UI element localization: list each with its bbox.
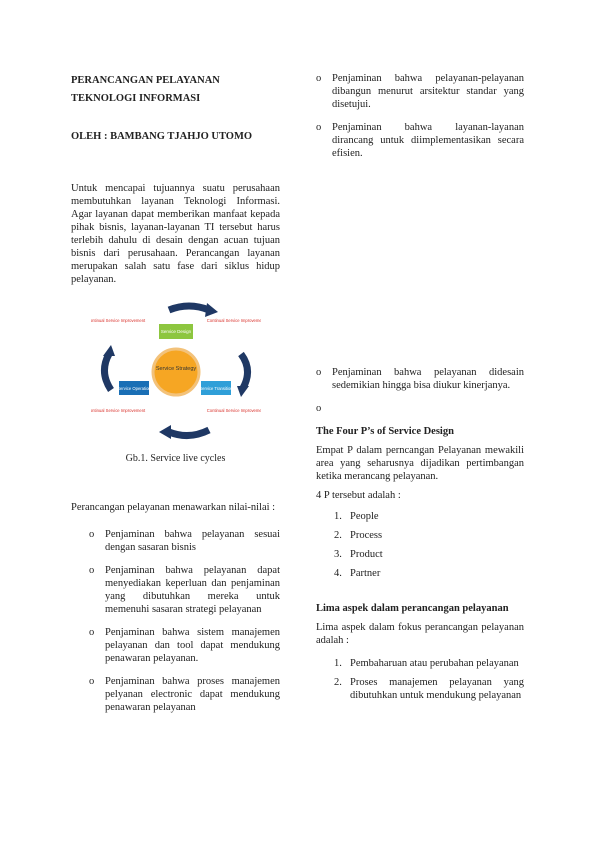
- cycle-arrow-bottom: [169, 430, 209, 436]
- bullet-marker: o: [316, 403, 322, 414]
- service-design-label: Service Design: [160, 329, 191, 334]
- bullet-marker: o: [89, 565, 95, 576]
- cycle-arrowhead-left: [103, 345, 115, 356]
- cycle-arrowhead-right: [237, 386, 249, 397]
- list-item-text: Penjaminan bahwa pelayanan didesain sedemikian hingga bisa diukur kinerjanya.: [332, 367, 524, 391]
- list-number: 2.: [334, 530, 342, 541]
- mid-bullets: [316, 366, 524, 415]
- list-item-text: Pembaharuan atau perubahan pelayanan: [350, 658, 519, 669]
- four-ps-intro: 4 P tersebut adalah :: [316, 490, 401, 501]
- values-list: [71, 528, 280, 714]
- bullet-marker: o: [89, 627, 95, 638]
- list-item: [316, 121, 524, 160]
- list-item-text: Penjaminan bahwa pelayanan-pelayanan dibangun menurut arsitektur standar yang disetujui.: [332, 73, 524, 110]
- right-column: [316, 72, 524, 708]
- service-strategy-label: Service Strategy: [155, 366, 196, 372]
- csi-label-bottom-left: Continual Service Improvement: [90, 408, 145, 413]
- list-item: [316, 548, 524, 561]
- four-ps-heading: The Four P’s of Service Design: [316, 426, 454, 437]
- list-item-text: Product: [350, 549, 383, 560]
- author-line: OLEH : BAMBANG TJAHJO UTOMO: [71, 131, 253, 142]
- csi-label-top-left: Continual Service Improvement: [90, 318, 145, 323]
- service-lifecycle-diagram: [91, 302, 261, 442]
- service-lifecycle-figure: [71, 302, 280, 446]
- bullet-marker: o: [316, 122, 322, 133]
- intro-paragraph: Untuk mencapai tujuannya suatu perusahaan membutuhkan layanan Teknologi Informasi. Agar layanan dapat memberikan manfaat kepada pihak bisnis, layanan-layanan TI tersebut harus terlebih dahulu di desain dengan acuan tujuan bisnis dari perusahaan. Perancangan layanan merupakan salah satu fase dari siklus hidup pelayanan.: [71, 183, 280, 285]
- list-item-text: Penjaminan bahwa pelayanan sesuai dengan sasaran bisnis: [105, 529, 280, 553]
- list-item: [316, 402, 524, 415]
- list-item: [316, 72, 524, 111]
- cycle-arrowhead-bottom: [159, 425, 171, 439]
- list-item: [71, 675, 280, 714]
- service-strategy-circle: [153, 349, 199, 395]
- list-item-text: Penjaminan bahwa layanan-layanan dirancang untuk diimplementasikan secara efisien.: [332, 122, 524, 159]
- list-item: [316, 567, 524, 580]
- doc-title-line1: PERANCANGAN PELAYANAN: [71, 75, 220, 86]
- five-aspects-heading: Lima aspek dalam perancangan pelayanan: [316, 603, 509, 614]
- cycle-arrow-left: [104, 354, 111, 390]
- bullet-marker: o: [316, 73, 322, 84]
- service-operation-label: Service Operation: [116, 386, 151, 391]
- list-item: [316, 529, 524, 542]
- list-item: [316, 676, 524, 702]
- four-ps-paragraph: Empat P dalam perncangan Pelayanan mewakili area yang seharusnya dijadikan pertimbangan ketika merancang pelayanan.: [316, 445, 524, 482]
- doc-title-line2: TEKNOLOGI INFORMASI: [71, 93, 201, 104]
- cycle-arrow-top: [169, 306, 209, 310]
- list-item-text: Partner: [350, 568, 381, 579]
- csi-label-bottom-right: Continual Service Improvement: [206, 408, 261, 413]
- bullet-marker: o: [89, 676, 95, 687]
- csi-label-top-right: Continual Service Improvement: [206, 318, 261, 323]
- list-item-text: People: [350, 511, 379, 522]
- list-item: [71, 528, 280, 554]
- list-item: [316, 366, 524, 392]
- left-column: [71, 72, 280, 724]
- service-transition-label: Service Transition: [198, 386, 233, 391]
- cycle-arrowhead-top: [205, 303, 218, 317]
- list-number: 3.: [334, 549, 342, 560]
- cycle-arrow-right: [241, 354, 248, 388]
- list-item: [316, 510, 524, 523]
- figure-caption: Gb.1. Service live cycles: [125, 453, 226, 464]
- list-number: 1.: [334, 511, 342, 522]
- list-item: [71, 564, 280, 616]
- values-intro: Perancangan pelayanan menawarkan nilai-nilai :: [71, 502, 276, 513]
- five-aspects-paragraph: Lima aspek dalam fokus perancangan pelayanan adalah :: [316, 622, 524, 646]
- top-bullets: [316, 72, 524, 160]
- list-number: 1.: [334, 658, 342, 669]
- list-item-text: Proses manajemen pelayanan yang dibutuhkan untuk mendukung pelayanan: [350, 677, 524, 701]
- list-number: 2.: [334, 677, 342, 688]
- list-number: 4.: [334, 568, 342, 579]
- list-item: [71, 626, 280, 665]
- bullet-marker: o: [316, 367, 322, 378]
- list-item-text: Penjaminan bahwa pelayanan dapat menyediakan keperluan dan penjaminan yang dibutuhkan mereka untuk memenuhi sasaran strategi pelayanan: [105, 565, 280, 615]
- list-item-text: Penjaminan bahwa proses manajemen pelyanan electronic dapat mendukung penawaran pelayanan: [105, 676, 280, 713]
- list-item-text: Process: [350, 530, 383, 541]
- bullet-marker: o: [89, 529, 95, 540]
- four-ps-list: [316, 510, 524, 580]
- list-item: [316, 657, 524, 670]
- list-item-text: Penjaminan bahwa sistem manajemen pelayanan dan tool dapat mendukung penawaran pelayanan.: [105, 627, 280, 664]
- five-aspects-list: [316, 657, 524, 702]
